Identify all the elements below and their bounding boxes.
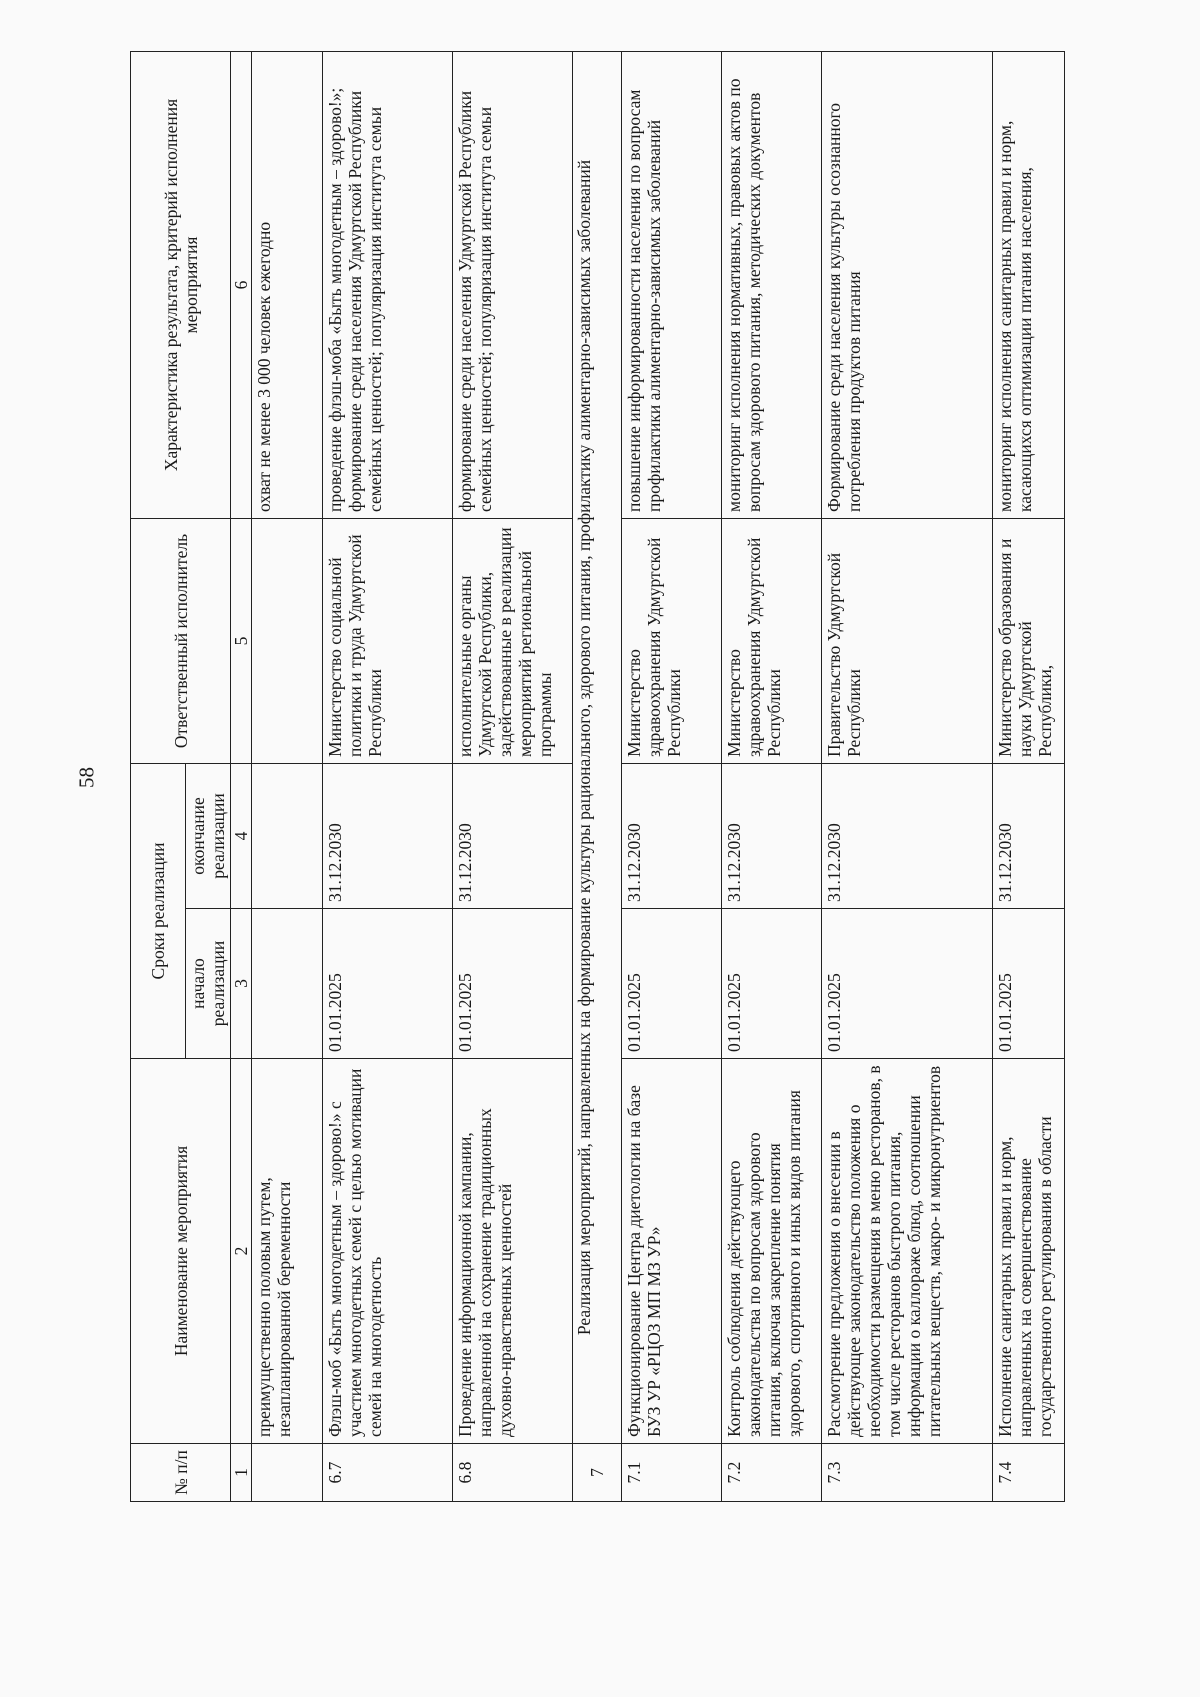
- row-name: Флэш-моб «Быть многодетным – здорово!» с участием многодетных семей с целью мотивации семей на многодетность: [322, 1059, 452, 1444]
- row-name: Контроль соблюдения действующего законодательства по вопросам здорового питания, включая закрепление понятия здорового, спортивного и иных видов питания: [721, 1059, 821, 1444]
- row-result: мониторинг исполнения нормативных, правовых актов по вопросам здорового питания, методических документов: [721, 51, 821, 518]
- row-name: Рассмотрение предложения о внесении в действующее законодательство положения о необходимости размещения в меню ресторанов, в том числе ресторанов быстрого питания, информации о каллораже блюд, соотношении питательных веществ, макро- и микронутриентов: [822, 1059, 993, 1444]
- row-result: повышение информированности населения по вопросам профилактики алиментарно-зависимых заболеваний: [621, 51, 721, 518]
- row-start: [252, 909, 322, 1059]
- row-end: 31.12.2030: [322, 763, 452, 908]
- table-row: [822, 51, 993, 1501]
- row-responsible: Министерство социальной политики и труда Удмуртской Республики: [322, 518, 452, 763]
- table-row: [453, 51, 573, 1501]
- column-number: 1: [231, 1444, 252, 1502]
- header-terms: Сроки реализации: [131, 763, 186, 1058]
- header-responsible: Ответственный исполнитель: [131, 518, 231, 763]
- row-end: [252, 763, 322, 908]
- column-number: 3: [231, 909, 252, 1059]
- row-start: 01.01.2025: [721, 909, 821, 1059]
- column-number: 4: [231, 763, 252, 908]
- table-row: [252, 51, 322, 1501]
- section-num: 7: [573, 1444, 621, 1502]
- row-num: 7.1: [621, 1444, 721, 1502]
- row-num: 7.2: [721, 1444, 821, 1502]
- row-responsible: Правительство Удмуртской Республики: [822, 518, 993, 763]
- row-end: 31.12.2030: [992, 763, 1064, 908]
- row-end: 31.12.2030: [453, 763, 573, 908]
- row-num: 7.3: [822, 1444, 993, 1502]
- table-row: [721, 51, 821, 1501]
- row-responsible: Министерство образования и науки Удмуртской Республики,: [992, 518, 1064, 763]
- row-start: 01.01.2025: [322, 909, 452, 1059]
- row-name: Функционирование Центра диетологии на базе БУЗ УР «РЦОЗ МП МЗ УР»: [621, 1059, 721, 1444]
- row-end: 31.12.2030: [721, 763, 821, 908]
- row-start: 01.01.2025: [453, 909, 573, 1059]
- section-title: Реализация мероприятий, направленных на формирование культуры рационального, здорового питания, профилактику алиментарно-зависимых заболеваний: [573, 51, 621, 1443]
- row-end: 31.12.2030: [822, 763, 993, 908]
- column-number: 6: [231, 51, 252, 518]
- table-row: [992, 51, 1064, 1501]
- row-result: проведение флэш-моба «Быть многодетным – здорово!»; формирование среди населения Удмуртской Республики семейных ценностей; популяризация института семьи: [322, 51, 452, 518]
- row-start: 01.01.2025: [822, 909, 993, 1059]
- table-row: [621, 51, 721, 1501]
- row-num: 7.4: [992, 1444, 1064, 1502]
- row-name: Исполнение санитарных правил и норм, направленных на совершенствование государственного регулирования в области: [992, 1059, 1064, 1444]
- measures-table: [130, 51, 1065, 1502]
- row-num: 6.7: [322, 1444, 452, 1502]
- page-number: 58: [74, 767, 99, 788]
- row-responsible: Министерство здравоохранения Удмуртской Республики: [721, 518, 821, 763]
- row-result: формирование среди населения Удмуртской Республики семейных ценностей; популяризация института семьи: [453, 51, 573, 518]
- row-end: 31.12.2030: [621, 763, 721, 908]
- row-start: 01.01.2025: [621, 909, 721, 1059]
- row-responsible: Министерство здравоохранения Удмуртской Республики: [621, 518, 721, 763]
- row-result: мониторинг исполнения санитарных правил и норм, касающихся оптимизации питания населения,: [992, 51, 1064, 518]
- header-start: начало реализации: [186, 909, 231, 1059]
- row-num: [252, 1444, 322, 1502]
- row-name: преимущественно половым путем, незапланированной беременности: [252, 1059, 322, 1444]
- header-num: № п/п: [131, 1444, 231, 1502]
- row-responsible: [252, 518, 322, 763]
- header-end: окончание реализации: [186, 763, 231, 908]
- row-responsible: исполнительные органы Удмуртской Республики, задействованные в реализации мероприятий региональной программы: [453, 518, 573, 763]
- row-name: Проведение информационной кампании, направленной на сохранение традиционных духовно-нравственных ценностей: [453, 1059, 573, 1444]
- row-result: Формирование среди населения культуры осознанного потребления продуктов питания: [822, 51, 993, 518]
- row-result: охват не менее 3 000 человек ежегодно: [252, 51, 322, 518]
- column-number-row: [231, 51, 252, 1501]
- header-name: Наименование мероприятия: [131, 1059, 231, 1444]
- table-row: [322, 51, 452, 1501]
- row-start: 01.01.2025: [992, 909, 1064, 1059]
- rotated-table-sheet: [130, 52, 1065, 1502]
- section-row: [573, 51, 621, 1501]
- column-number: 2: [231, 1059, 252, 1444]
- row-num: 6.8: [453, 1444, 573, 1502]
- header-result: Характеристика результата, критерий исполнения мероприятия: [131, 51, 231, 518]
- column-number: 5: [231, 518, 252, 763]
